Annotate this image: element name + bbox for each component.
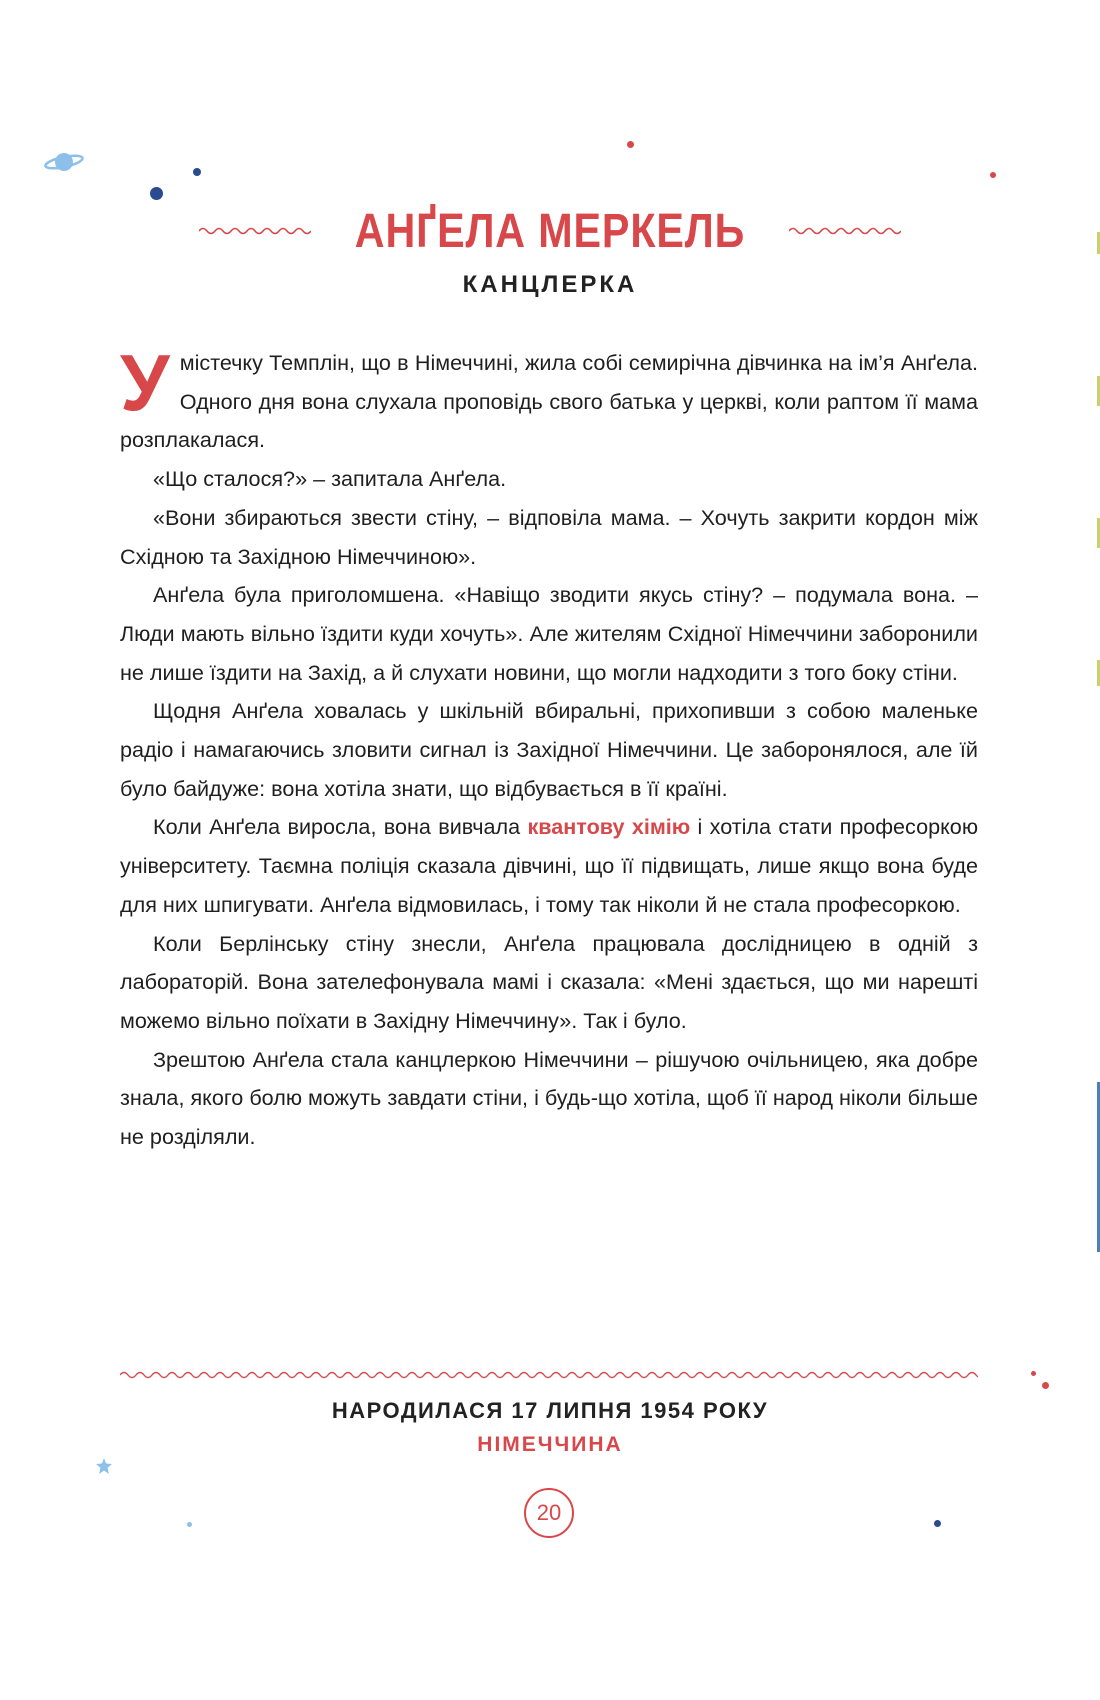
highlighted-term: квантову хімію [527,814,691,840]
page-subtitle: КАНЦЛЕРКА [462,271,638,298]
story-paragraph: Коли Берлінську стіну знесли, Анґела працювала дослідницею в одній з лабораторій. Вона зателефонувала мамі і сказала: «Мені здається, що ми нарешті можемо вільно поїхати в Західну Німеччину». Так і було. [120,930,978,1033]
decor-dot [1031,1371,1036,1376]
decor-dot [627,141,634,148]
birth-country: НІМЕЧЧИНА [477,1433,623,1456]
decor-dot [990,172,996,178]
story-paragraph: Щодня Анґела ховалась у шкільній вбиральні, прихопивши з собою маленьке радіо і намагаючись зловити сигнал із Західної Німеччини. Це заборонялося, але їй було байдуже: вона хотіла знати, що відбувається в її країні. [120,698,978,801]
story-text [120,338,979,1157]
story-paragraph [120,338,978,460]
story-paragraph: Зрештою Анґела стала канцлеркою Німеччини – рішучою очільницею, яка добре знала, якого болю можуть завдати стіни, і будь-що хотіла, щоб її народ ніколи більше не розділяли. [120,1046,978,1150]
decor-dot [193,168,201,176]
wave-divider-left [199,224,311,238]
decor-dot [187,1522,192,1527]
paragraph-text: і хотіла стати професоркою університету. Таємна поліція сказала дівчині, що її підвищать, лише якщо вона буде для них шпигувати. Анґела відмовилась, і тому так ніколи й не стала професоркою. [120,814,979,917]
birth-date: НАРОДИЛАСЯ 17 ЛИПНЯ 1954 РОКУ [331,1398,769,1423]
page-title: АНҐЕЛА МЕРКЕЛЬ [354,204,746,258]
wave-divider-bottom [120,1369,978,1381]
story-paragraph: «Що сталося?» – запитала Анґела. [153,466,507,492]
planet-icon [42,148,86,176]
decor-dot [934,1520,941,1527]
wave-divider-right [789,224,901,238]
paragraph-text: містечку Темплін, що в Німеччині, жила собі семирічна дівчинка на ім’я Анґела. Одного дня вона слухала проповідь свого батька у церкві, коли раптом її мама розплакалася. [120,350,978,453]
paragraph-text: Коли Анґела виросла, вона вивчала [153,814,528,840]
story-paragraph: «Вони збираються звести стіну, – відповіла мама. – Хочуть закрити кордон між Східною та Західною Німеччиною». [120,504,978,569]
page-number: 20 [524,1488,574,1538]
decor-dot [1042,1382,1049,1389]
star-icon [96,1458,112,1474]
story-paragraph [120,808,978,924]
drop-cap: У [120,338,170,427]
title-row [0,196,1100,266]
story-paragraph: Анґела була приголомшена. «Навіщо зводити якусь стіну? – подумала вона. – Люди мають вільно їздити куди хочуть». Але жителям Східної Німеччини заборонили не лише їздити на Захід, а й слухати новини, що могли надходити з того боку стіни. [120,582,978,685]
